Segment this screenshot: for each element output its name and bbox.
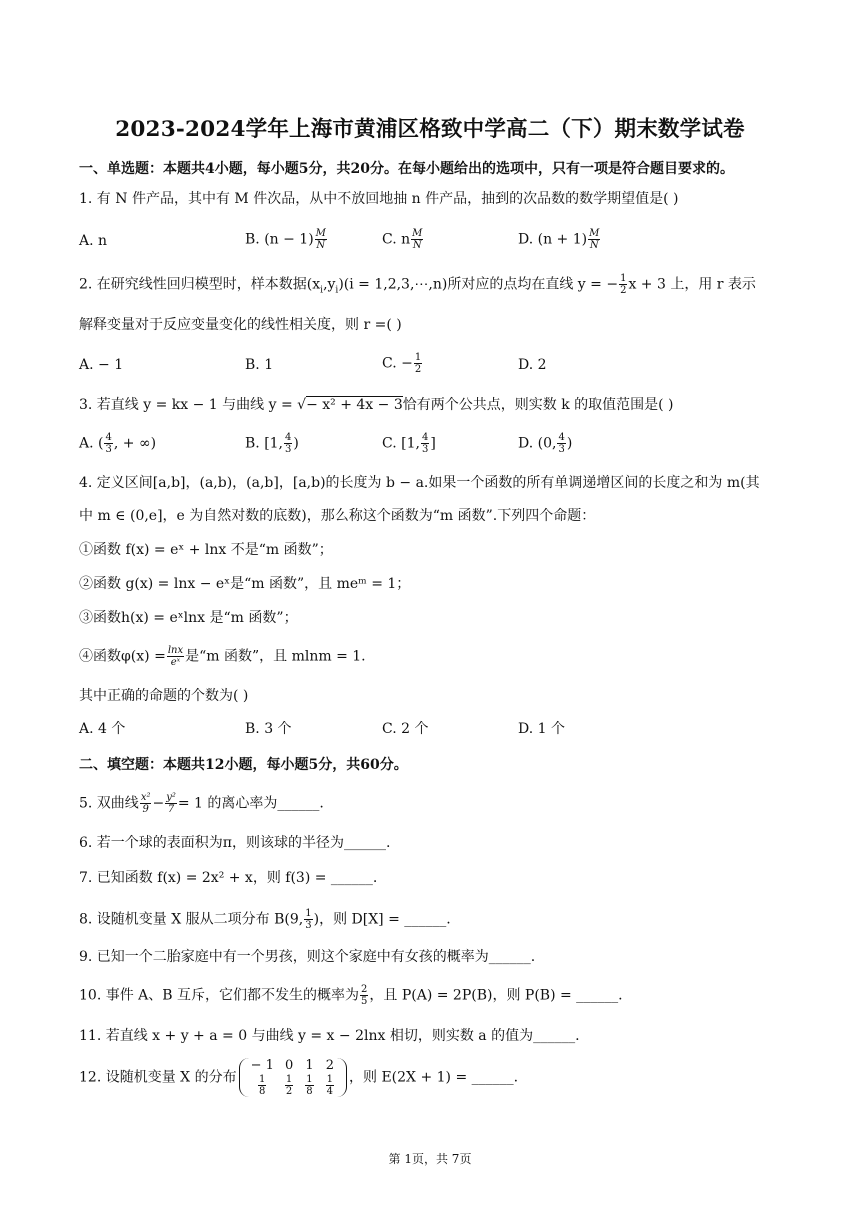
- matrix-value: 0: [284, 1058, 294, 1073]
- question-3-option-d: D. (0, $\frac{4}{3}$ ): [518, 432, 573, 455]
- question-4-proposition-3: ③函数h(x) = eˣlnx 是“m 函数”；: [79, 610, 298, 626]
- question-4-proposition-2: ②函数 g(x) = lnx − eˣ是“m 函数”，且 meᵐ = 1；: [79, 576, 411, 592]
- question-3-option-a: A. ( $\frac{4}{3}$ , + ∞): [79, 432, 157, 455]
- question-4-stem-line-1: 4. 定义区间[a,b]，(a,b)，(a,b]，[a,b)的长度为 b − a.如果一个函数的所有单调递增区间的长度之和为 m(其: [79, 475, 760, 491]
- question-1-option-d: D. (n + 1) $\frac{M}{N}$: [518, 228, 600, 251]
- question-7: 7. 已知函数 f(x) = 2x² + x，则 f(3) = ______.: [79, 870, 378, 886]
- question-10: 10. 事件 A、B 互斥，它们都不发生的概率为 $\frac{2}{5}$ ，且 P(A) = 2P(B)，则 P(B) = ______.: [79, 984, 623, 1007]
- question-2-option-a: A. − 1: [79, 357, 124, 373]
- matrix-value: − 1: [250, 1058, 274, 1073]
- distribution-matrix: − 1 0 1 2 $\frac{1}{8}$ $\frac{1}{2}$ $\frac{1}{8}$ $\frac{1}{4}$: [239, 1058, 347, 1097]
- question-1-option-c: C. n $\frac{M}{N}$: [382, 228, 423, 251]
- question-4-ask: 其中正确的命题的个数为( ): [79, 688, 249, 704]
- question-2-stem-line-2: 解释变量对于反应变量变化的线性相关度，则 r =( ): [79, 317, 402, 333]
- question-2-option-b: B. 1: [245, 357, 274, 373]
- question-12: 12. 设随机变量 X 的分布 − 1 0 1 2 $\frac{1}{8}$ $\frac{1}{2}$ $\frac{1}{8}$ $\frac{1}{4}$ ，则 E(2X + 1) = ______.: [79, 1058, 519, 1097]
- question-3-stem: 3. 若直线 y = kx − 1 与曲线 y = √− x² + 4x − 3恰有两个公共点，则实数 k 的取值范围是( ): [79, 397, 674, 413]
- question-8: 8. 设随机变量 X 服从二项分布 B(9, $\frac{1}{3}$ )，则 D[X] = ______.: [79, 908, 451, 931]
- page-title: 2023-2024学年上海市黄浦区格致中学高二（下）期末数学试卷: [115, 117, 745, 142]
- question-4-option-b: B. 3 个: [245, 721, 292, 737]
- question-4-option-c: C. 2 个: [382, 721, 429, 737]
- section-heading-single-choice: 一、单选题：本题共4小题，每小题5分，共20分。在每小题给出的选项中，只有一项是符合题目要求的。: [79, 161, 734, 177]
- question-3-option-b: B. [1, $\frac{4}{3}$ ): [245, 432, 299, 455]
- question-4-proposition-1: ①函数 f(x) = eˣ + lnx 不是“m 函数”；: [79, 542, 333, 558]
- section-heading-fill-blank: 二、填空题：本题共12小题，每小题5分，共60分。: [79, 757, 408, 773]
- page-footer: 第 1页，共 7页: [388, 1152, 472, 1166]
- question-3-option-c: C. [1, $\frac{4}{3}$ ]: [382, 432, 436, 455]
- question-11: 11. 若直线 x + y + a = 0 与曲线 y = x − 2lnx 相切，则实数 a 的值为______.: [79, 1028, 580, 1044]
- question-4-proposition-4: ④函数φ(x) = $\frac{\ln x}{\text{eˣ}}$ 是“m 函数”，且 mlnm = 1.: [79, 645, 366, 668]
- matrix-value: 2: [325, 1058, 334, 1073]
- question-2-option-c: C. − $\frac{1}{2}$: [382, 352, 422, 375]
- question-4-option-d: D. 1 个: [518, 721, 565, 737]
- matrix-value: 1: [305, 1058, 314, 1073]
- question-6: 6. 若一个球的表面积为π，则该球的半径为______.: [79, 835, 391, 851]
- question-2-stem-line-1: 2. 在研究线性回归模型时，样本数据$(x_i,y_i)(i$ = 1,2,3,⋯,n)所对应的点均在直线 y = − $\frac{1}{2}$ x + 3 上，用 r 表示: [79, 273, 756, 296]
- question-1-stem: 1. 有 N 件产品，其中有 M 件次品，从中不放回地抽 n 件产品，抽到的次品数的数学期望值是( ): [79, 191, 679, 207]
- question-5: 5. 双曲线 $\frac{\text{x²}}{9}$ − $\frac{\text{y²}}{7}$ = 1 的离心率为______.: [79, 792, 324, 815]
- question-1-option-a: A. n: [79, 233, 108, 249]
- question-9: 9. 已知一个二胎家庭中有一个男孩，则这个家庭中有女孩的概率为______.: [79, 949, 536, 965]
- question-4-stem-line-2: 中 m ∈ (0,e]，e 为自然对数的底数)，那么称这个函数为“m 函数”.下列四个命题：: [79, 508, 596, 524]
- question-2-option-d: D. 2: [518, 357, 547, 373]
- question-4-option-a: A. 4 个: [79, 721, 126, 737]
- question-1-option-b: B. (n − 1) $\frac{M}{N}$: [245, 228, 326, 251]
